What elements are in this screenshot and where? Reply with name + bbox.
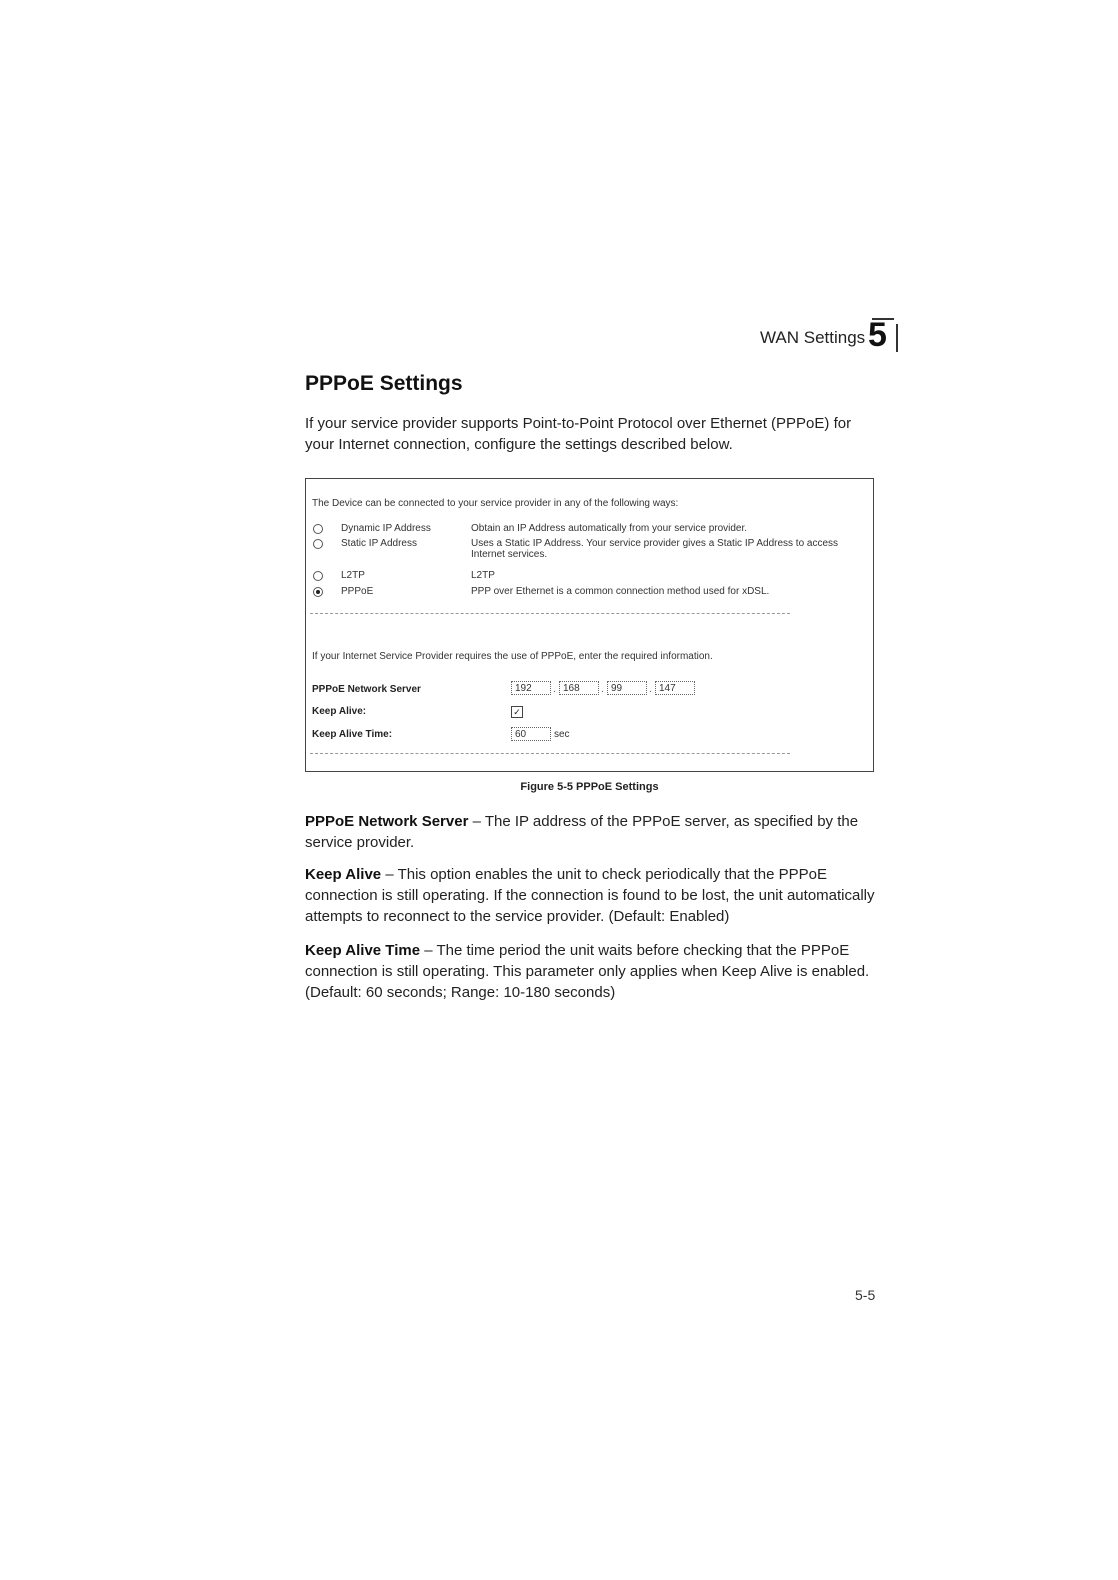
ip-octet-2[interactable]: 168 xyxy=(559,681,599,695)
keep-alive-time-input[interactable]: 60 xyxy=(511,727,551,741)
radio-pppoe[interactable] xyxy=(313,587,323,597)
term: Keep Alive xyxy=(305,866,382,883)
description-keep-alive-time: Keep Alive Time – The time period the unit waits before checking that the PPPoE connection is still operating. This parameter only applies when Keep Alive is enabled. (Default: 60 seconds; Range: 10-180 seconds) xyxy=(305,942,870,1001)
option-description: PPP over Ethernet is a common connection method used for xDSL. xyxy=(471,586,770,597)
divider xyxy=(310,613,790,614)
option-description: Uses a Static IP Address. Your service provider gives a Static IP Address to access Internet services. xyxy=(471,538,839,560)
option-description: Obtain an IP Address automatically from your service provider. xyxy=(471,523,748,534)
option-static-ip[interactable] xyxy=(310,538,870,566)
option-name: L2TP xyxy=(341,570,365,581)
keep-alive-time-label: Keep Alive Time: xyxy=(312,729,393,740)
option-dynamic-ip[interactable] xyxy=(310,523,870,537)
chapter-number: 5 xyxy=(868,316,887,354)
ip-octet-3[interactable]: 99 xyxy=(607,681,647,695)
term: Keep Alive Time xyxy=(305,942,421,959)
description-keep-alive: Keep Alive – This option enables the unit to check periodically that the PPPoE connection is still operating. If the connection is found to be lost, the unit automatically attempts to reconnect to the service provider. (Default: Enabled) xyxy=(305,866,875,925)
section-name: WAN Settings xyxy=(760,328,866,347)
page-title: PPPoE Settings xyxy=(305,372,463,395)
option-name: Static IP Address xyxy=(341,538,417,549)
running-header xyxy=(700,318,910,358)
check-icon: ✓ xyxy=(513,707,521,717)
radio-dynamic-ip[interactable] xyxy=(313,524,323,534)
option-description: L2TP xyxy=(471,570,495,581)
option-pppoe[interactable] xyxy=(310,586,870,600)
radio-l2tp[interactable] xyxy=(313,571,323,581)
ip-octet-1[interactable]: 192 xyxy=(511,681,551,695)
ip-separator: . xyxy=(649,684,652,695)
intro-paragraph: If your service provider supports Point-to-Point Protocol over Ethernet (PPPoE) for your Internet connection, configure the settings described below. xyxy=(305,415,852,453)
ip-separator: . xyxy=(553,684,556,695)
ip-separator: . xyxy=(601,684,604,695)
term: PPPoE Network Server xyxy=(305,813,469,830)
chapter-tab-bar xyxy=(896,324,898,352)
option-name: PPPoE xyxy=(341,586,374,597)
radio-static-ip[interactable] xyxy=(313,539,323,549)
definition: The IP address of the PPPoE server, as specified by the service provider. xyxy=(305,813,859,851)
ip-octet-4[interactable]: 147 xyxy=(655,681,695,695)
keep-alive-time-unit: sec xyxy=(554,729,570,740)
figure-info: If your Internet Service Provider requires the use of PPPoE, enter the required information. xyxy=(312,651,713,662)
divider xyxy=(310,753,790,754)
page-number: 5-5 xyxy=(855,1287,876,1303)
option-name: Dynamic IP Address xyxy=(341,523,431,534)
definition: This option enables the unit to check periodically that the PPPoE connection is still operating. If the connection is found to be lost, the unit automatically attempts to reconnect to the service provider. (Default: Enabled) xyxy=(305,866,875,925)
figure-caption: Figure 5-5 PPPoE Settings xyxy=(520,781,659,793)
figure-screenshot xyxy=(305,478,874,772)
description-network-server: PPPoE Network Server – The IP address of the PPPoE server, as specified by the service provider. xyxy=(305,813,859,851)
keep-alive-label: Keep Alive: xyxy=(312,706,367,717)
definition: The time period the unit waits before checking that the PPPoE connection is still operating. This parameter only applies when Keep Alive is enabled. (Default: 60 seconds; Range: 10-180 seconds) xyxy=(305,942,870,1001)
keep-alive-checkbox[interactable] xyxy=(511,706,523,718)
option-l2tp[interactable] xyxy=(310,570,870,584)
server-ip-input xyxy=(511,681,701,697)
server-label: PPPoE Network Server xyxy=(312,684,421,695)
figure-intro: The Device can be connected to your service provider in any of the following ways: xyxy=(312,498,679,509)
